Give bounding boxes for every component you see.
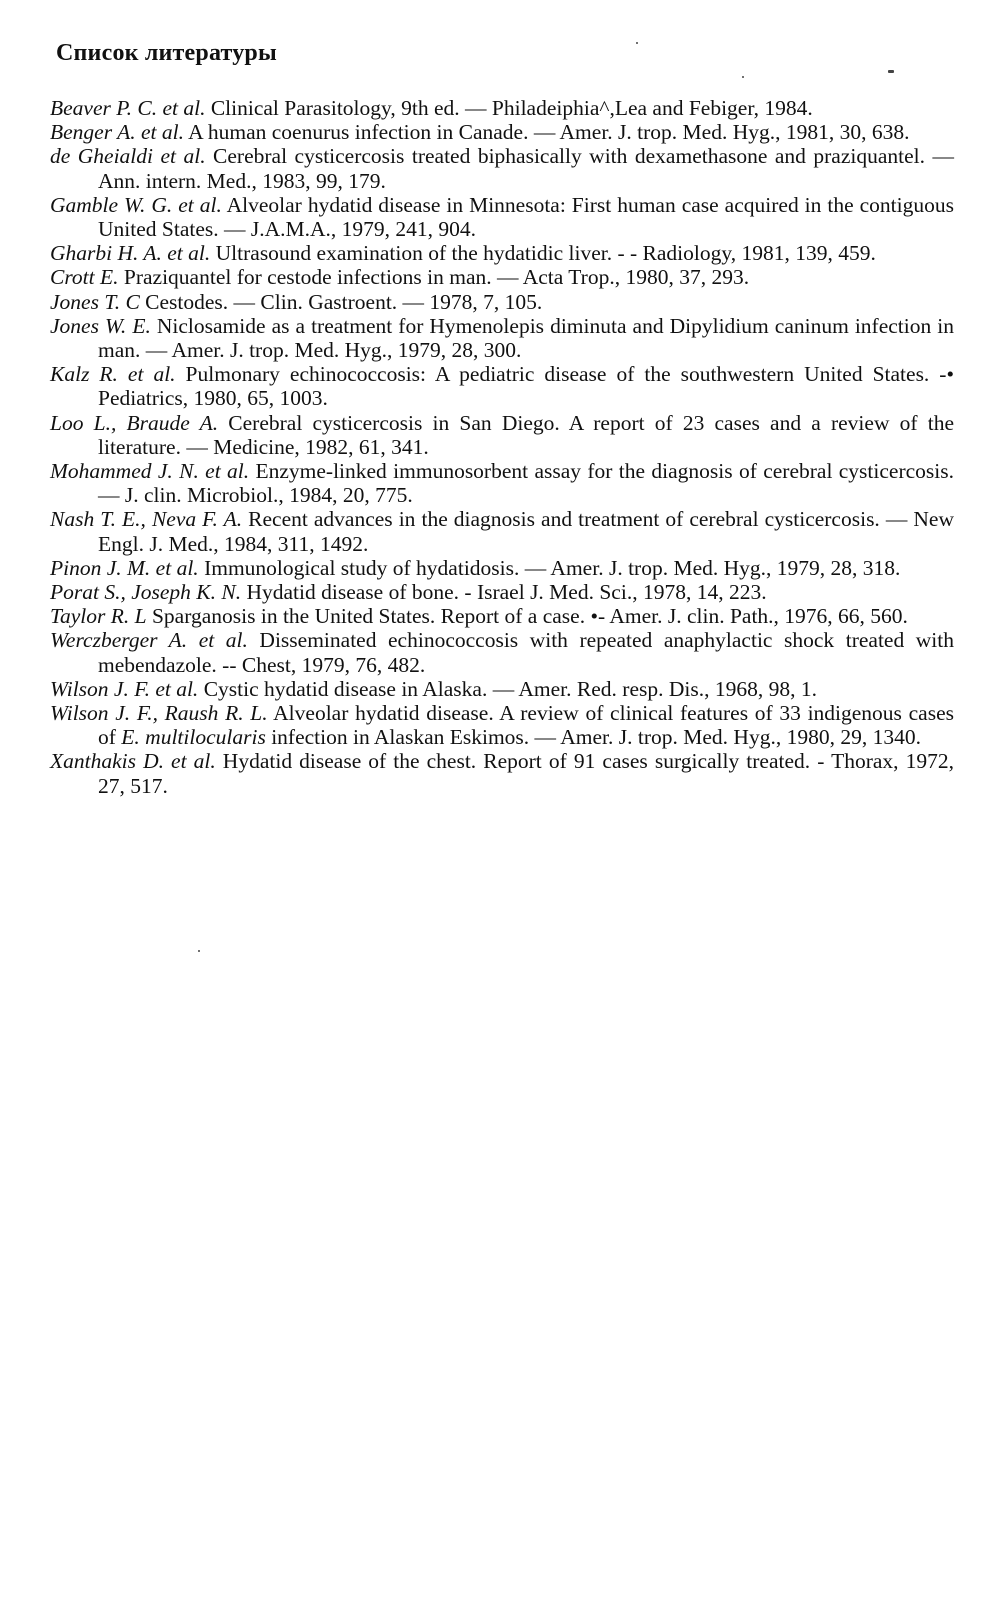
reference-author: Pinon J. M. et al. bbox=[50, 555, 199, 580]
reference-species-term: E. multilocularis bbox=[121, 725, 266, 750]
reference-text-after: infection in Alaskan Eskimos. — Amer. J. trop. Med. Hyg., 1980, 29, 1340. bbox=[265, 725, 921, 750]
reference-item bbox=[50, 411, 954, 459]
reference-list bbox=[50, 96, 954, 798]
reference-text: Cerebral cysticercosis in San Diego. A report of 23 cases and a review of the literature. — Medicine, 1982, 61, 341. bbox=[98, 410, 954, 459]
reference-author: de Gheialdi et al. bbox=[50, 144, 206, 169]
reference-author: Nash T. E., Neva F. A. bbox=[50, 507, 243, 532]
reference-text: Praziquantel for cestode infections in man. — Acta Trop., 1980, 37, 293. bbox=[118, 265, 750, 290]
reference-author: Jones T. C bbox=[50, 289, 140, 314]
reference-item bbox=[50, 314, 954, 362]
reference-author: Wilson J. F. et al. bbox=[50, 676, 199, 701]
reference-text: Hydatid disease of bone. - Israel J. Med. Sci., 1978, 14, 223. bbox=[241, 580, 767, 605]
reference-item bbox=[50, 96, 954, 120]
scan-speck bbox=[888, 70, 894, 73]
reference-text: Cestodes. — Clin. Gastroent. — 1978, 7, 105. bbox=[139, 289, 543, 314]
reference-text: Immunological study of hydatidosis. — Amer. J. trop. Med. Hyg., 1979, 28, 318. bbox=[198, 555, 901, 580]
reference-author: Loo L., Braude A. bbox=[50, 410, 219, 435]
reference-author: Taylor R. L bbox=[50, 604, 147, 629]
reference-author: Xanthakis D. et al. bbox=[50, 749, 216, 774]
reference-text: Alveolar hydatid disease in Minnesota: First human case acquired in the contiguous United States. — J.A.M.A., 1979, 241, 904. bbox=[98, 192, 954, 242]
reference-text: Disseminated echinococcosis with repeated anaphylactic shock treated with mebendazole. -- Chest, 1979, 76, 482. bbox=[98, 628, 954, 677]
reference-author: Kalz R. et al. bbox=[50, 362, 176, 387]
reference-author: Gharbi H. A. et al. bbox=[50, 241, 211, 266]
reference-text: A human coenurus infection in Canade. — Amer. J. trop. Med. Hyg., 1981, 30, 638. bbox=[183, 120, 910, 145]
reference-text: Sparganosis in the United States. Report of a case. •- Amer. J. clin. Path., 1976, 66, 560. bbox=[146, 604, 908, 629]
reference-item bbox=[50, 701, 954, 749]
reference-author: Werczberger A. et al. bbox=[50, 628, 248, 653]
reference-author: Benger A. et al. bbox=[50, 120, 184, 145]
reference-item bbox=[50, 290, 954, 314]
reference-text: Enzyme-linked immunosorbent assay for the diagnosis of cerebral cysticercosis. — J. clin. Microbiol., 1984, 20, 775. bbox=[98, 459, 954, 508]
reference-text: Cystic hydatid disease in Alaska. — Amer. Red. resp. Dis., 1968, 98, 1. bbox=[198, 676, 817, 701]
reference-text: Hydatid disease of the chest. Report of 91 cases surgically treated. - Thorax, 1972, 27, 517. bbox=[98, 749, 954, 798]
reference-item bbox=[50, 677, 954, 701]
scan-speck bbox=[742, 76, 744, 78]
reference-author: Gamble W. G. et al. bbox=[50, 192, 222, 217]
scan-speck bbox=[198, 950, 200, 952]
reference-item bbox=[50, 265, 954, 289]
reference-text: Pulmonary echinococcosis: A pediatric disease of the southwestern United States. -• Pediatrics, 1980, 65, 1003. bbox=[98, 362, 954, 411]
reference-text: Niclosamide as a treatment for Hymenolepis diminuta and Dipylidium caninum infection in man. — Amer. J. trop. Med. Hyg., 1979, 28, 300. bbox=[98, 313, 955, 363]
reference-author: Wilson J. F., Raush R. L. bbox=[50, 701, 268, 726]
reference-item bbox=[50, 193, 954, 241]
reference-author: Crott E. bbox=[50, 265, 119, 290]
reference-item bbox=[50, 507, 954, 555]
reference-item bbox=[50, 628, 954, 676]
page-title: Список литературы bbox=[56, 40, 277, 66]
reference-author: Jones W. E. bbox=[50, 313, 151, 338]
reference-item bbox=[50, 749, 954, 797]
reference-item bbox=[50, 459, 954, 507]
reference-author: Beaver P. C. et al. bbox=[50, 96, 206, 120]
reference-text: Clinical Parasitology, 9th ed. — Philadeiphia^,Lea and Febiger, 1984. bbox=[205, 96, 813, 120]
reference-item bbox=[50, 362, 954, 410]
reference-author: Mohammed J. N. et al. bbox=[50, 459, 250, 484]
reference-item bbox=[50, 604, 954, 628]
reference-item bbox=[50, 144, 954, 192]
reference-text: Alveolar hydatid disease. A review of clinical features of 33 indigenous cases of bbox=[98, 701, 954, 750]
reference-item bbox=[50, 241, 954, 265]
scan-speck bbox=[636, 42, 638, 44]
reference-item bbox=[50, 556, 954, 580]
reference-item bbox=[50, 580, 954, 604]
reference-author: Porat S., Joseph K. N. bbox=[50, 580, 242, 605]
reference-text: Recent advances in the diagnosis and treatment of cerebral cysticercosis. — New Engl. J. Med., 1984, 311, 1492. bbox=[98, 507, 954, 556]
reference-item bbox=[50, 120, 954, 144]
reference-text: Ultrasound examination of the hydatidic liver. - - Radiology, 1981, 139, 459. bbox=[210, 241, 876, 266]
reference-text: Cerebral cysticercosis treated biphasically with dexamethasone and praziquantel. — Ann. intern. Med., 1983, 99, 179. bbox=[98, 144, 954, 193]
